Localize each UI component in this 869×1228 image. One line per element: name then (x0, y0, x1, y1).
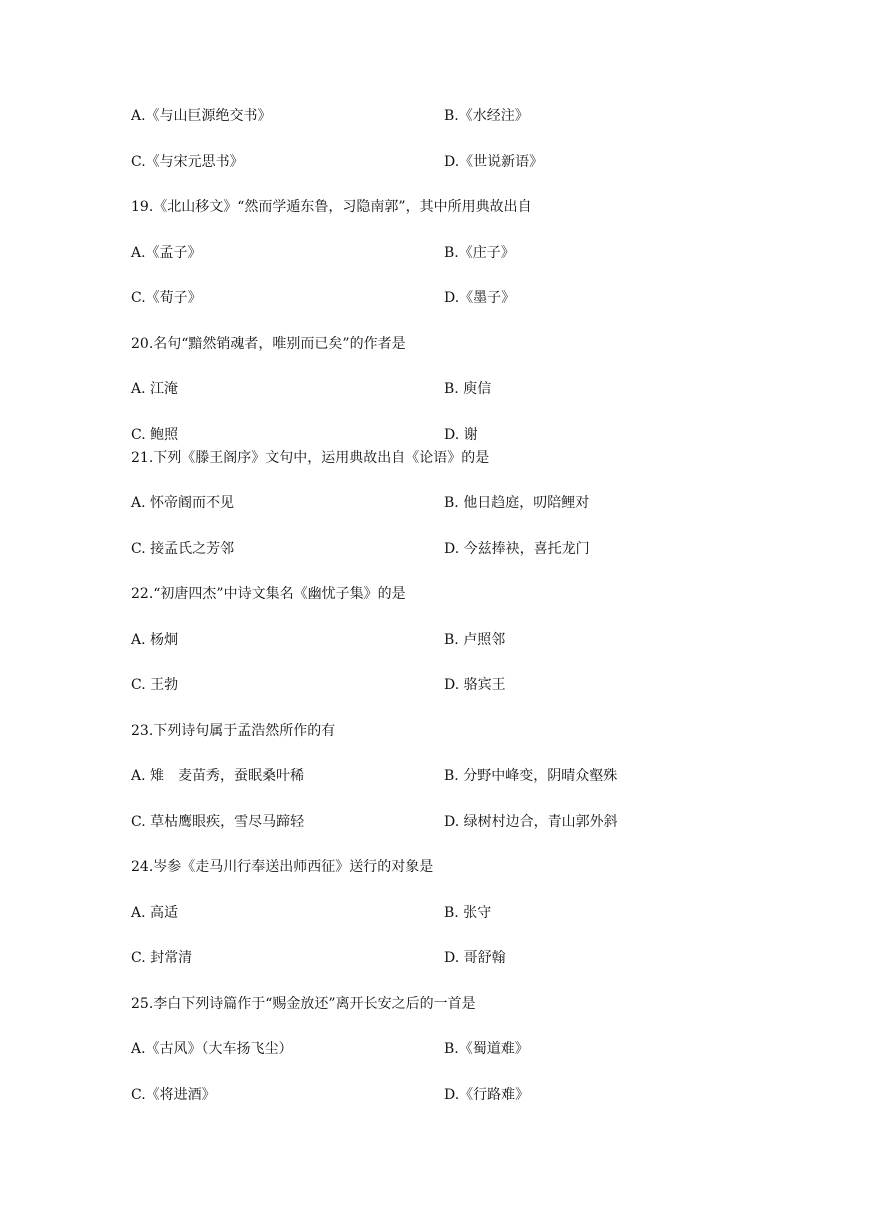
question-23: 23.下列诗句属于孟浩然所作的有 (131, 723, 336, 739)
option-23-a: A. 雉 麦苗秀，蚕眠桑叶稀 (131, 768, 305, 784)
option-21-b: B. 他日趋庭，叨陪鲤对 (444, 495, 590, 511)
option-22-d: D. 骆宾王 (444, 677, 506, 693)
option-21-d: D. 今兹捧袂，喜托龙门 (444, 541, 590, 557)
option-20-c: C. 鲍照 (131, 427, 179, 443)
question-19: 19.《北山移文》“然而学遁东鲁，习隐南郭”，其中所用典故出自 (131, 199, 532, 215)
option-24-a: A. 高适 (131, 905, 179, 921)
option-19-d: D.《墨子》 (444, 290, 516, 306)
option-25-c: C.《将进酒》 (131, 1087, 216, 1103)
option-25-d: D.《行路难》 (444, 1087, 530, 1103)
option-18-d: D.《世说新语》 (444, 154, 544, 170)
option-24-c: C. 封常清 (131, 950, 193, 966)
question-22: 22.“初唐四杰”中诗文集名《幽忧子集》的是 (131, 586, 406, 602)
option-20-d: D. 谢 (444, 427, 478, 443)
option-19-b: B.《庄子》 (444, 245, 515, 261)
option-25-b: B.《蜀道难》 (444, 1041, 529, 1057)
option-19-c: C.《荀子》 (131, 290, 202, 306)
question-20: 20.名句“黯然销魂者，唯别而已矣”的作者是 (131, 336, 406, 352)
option-23-c: C. 草枯鹰眼疾，雪尽马蹄轻 (131, 814, 305, 830)
option-21-c: C. 接孟氏之芳邻 (131, 541, 235, 557)
option-22-a: A. 杨炯 (131, 632, 179, 648)
question-25: 25.李白下列诗篇作于“赐金放还”离开长安之后的一首是 (131, 996, 476, 1012)
option-23-b: B. 分野中峰变，阴晴众壑殊 (444, 768, 618, 784)
option-24-b: B. 张守 (444, 905, 492, 921)
option-23-d: D. 绿树村边合，青山郭外斜 (444, 814, 618, 830)
option-21-a: A. 怀帝阍而不见 (131, 495, 235, 511)
option-20-b: B. 庾信 (444, 381, 492, 397)
option-19-a: A.《孟子》 (131, 245, 202, 261)
option-25-a: A.《古风》（大车扬飞尘） (131, 1041, 293, 1057)
option-24-d: D. 哥舒翰 (444, 950, 506, 966)
option-18-c: C.《与宋元思书》 (131, 154, 244, 170)
option-18-a: A.《与山巨源绝交书》 (131, 108, 272, 124)
option-20-a: A. 江淹 (131, 381, 179, 397)
option-22-b: B. 卢照邻 (444, 632, 506, 648)
question-21: 21.下列《滕王阁序》文句中，运用典故出自《论语》的是 (131, 450, 490, 466)
option-22-c: C. 王勃 (131, 677, 179, 693)
question-24: 24.岑参《走马川行奉送出师西征》送行的对象是 (131, 859, 434, 875)
option-18-b: B.《水经注》 (444, 108, 529, 124)
